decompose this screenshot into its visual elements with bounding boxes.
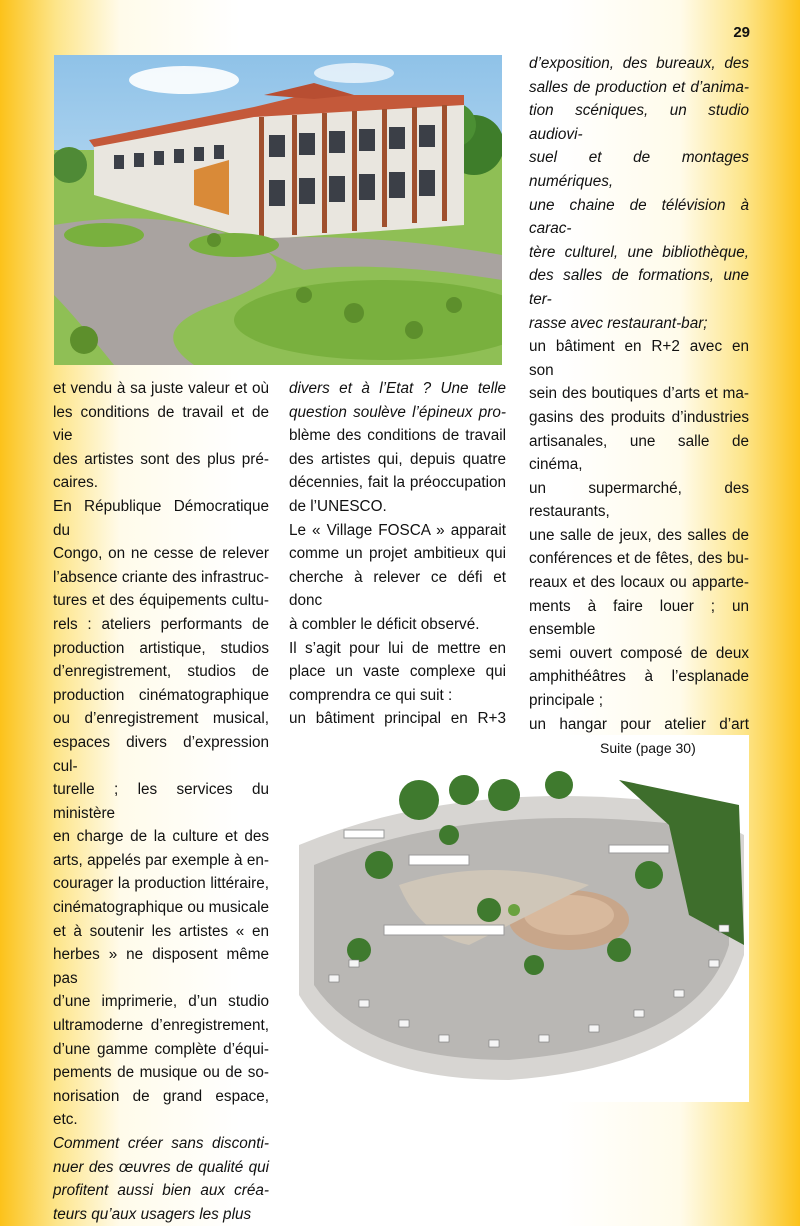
paragraph-line: nuer des œuvres de qualité qui xyxy=(53,1158,269,1176)
paragraph-line: salles de production et d’anima- xyxy=(529,78,749,96)
paragraph-line: amphithéâtres à l’esplanade xyxy=(529,668,749,686)
paragraph-line: courager la production littéraire, xyxy=(53,875,269,893)
paragraph-line: divers et à l’Etat ? Une telle xyxy=(289,380,506,397)
paragraph-line: un bâtiment principal en R+3 xyxy=(289,710,506,728)
paragraph-line: teurs qu’aux usagers les plus xyxy=(53,1205,252,1223)
paragraph-line: des salles de formations, une ter- xyxy=(529,267,749,308)
paragraph-line: et vendu à sa juste valeur et où xyxy=(53,380,269,397)
paragraph-line: d’exposition, des bureaux, des xyxy=(529,55,749,72)
paragraph-line: artisanales, une salle de cinéma, xyxy=(529,432,749,474)
paragraph-line: et à soutenir les artistes « en xyxy=(53,922,269,940)
paragraph-line: une chaine de télévision à carac- xyxy=(529,196,749,238)
paragraph-line: Le « Village FOSCA » apparait xyxy=(289,521,506,539)
paragraph-line: production artistique, studios xyxy=(53,639,269,657)
paragraph-line: cherche à relever ce défi et donc xyxy=(289,568,506,610)
paragraph-line: pements de musique ou de so- xyxy=(53,1064,269,1082)
paragraph-line: un supermarché, des restaurants, xyxy=(529,479,749,521)
paragraph-line: principale ; xyxy=(529,692,603,710)
text-column-2 xyxy=(289,377,506,755)
paragraph-line: cinématographique ou musicale xyxy=(53,899,269,917)
paragraph-line: en charge de la culture et des xyxy=(53,828,269,846)
paragraph-line: d’une imprimerie, d’un studio xyxy=(53,993,269,1011)
paragraph-line: ou d’enregistrement musical, xyxy=(53,710,269,728)
paragraph-line: une salle de jeux, des salles de xyxy=(529,526,749,544)
paragraph-line: turelle ; les services du ministère xyxy=(53,781,269,822)
paragraph-line: comprendra ce qui suit : xyxy=(289,686,453,704)
paragraph-line: Il s’agit pour lui de mettre en xyxy=(289,639,506,657)
paragraph-line: un hangar pour atelier d’art xyxy=(529,715,749,733)
paragraph-line: production cinématographique xyxy=(53,686,269,704)
paragraph-line: comme un projet ambitieux qui xyxy=(289,545,506,563)
paragraph-line: caires. xyxy=(53,474,99,492)
paragraph-line: à combler le déficit observé. xyxy=(289,615,480,633)
paragraph-line: herbes » ne disposent même pas xyxy=(53,946,269,987)
paragraph-line: espaces divers d’expression cul- xyxy=(53,733,269,775)
paragraph-line: conférences et de fêtes, des bu- xyxy=(529,550,749,568)
paragraph-line: En République Démocratique du xyxy=(53,497,269,539)
paragraph-line: les conditions de travail et de vie xyxy=(53,403,269,445)
paragraph-line: norisation de grand espace, etc. xyxy=(53,1087,269,1129)
paragraph-line: des artistes qui, depuis quatre xyxy=(289,450,506,468)
paragraph-line: sein des boutiques d’arts et ma- xyxy=(529,385,749,403)
paragraph-line: Congo, on ne cesse de relever xyxy=(53,545,269,563)
continuation-caption: Suite (page 30) xyxy=(600,740,696,756)
paragraph-line: arts, appelés par exemple à en- xyxy=(53,851,269,869)
paragraph-line: un bâtiment en R+2 avec en son xyxy=(529,338,749,379)
paragraph-line: tère culturel, une bibliothèque, xyxy=(529,243,749,261)
paragraph-line: d’une gamme complète d’équi- xyxy=(53,1040,269,1058)
paragraph-line: décennies, fait la préoccupation xyxy=(289,474,506,492)
paragraph-line: l’absence criante des infrastruc- xyxy=(53,568,269,586)
paragraph-line: des artistes sont des plus pré- xyxy=(53,450,269,468)
paragraph-line: semi ouvert composé de deux xyxy=(529,644,749,662)
building-rendering-image xyxy=(54,55,502,365)
paragraph-line: gasins des produits d’industries xyxy=(529,408,749,426)
amphitheatre-rendering-image xyxy=(289,735,749,1102)
paragraph-line: reaux et des locaux ou apparte- xyxy=(529,574,749,592)
paragraph-line: tion scéniques, un studio audiovi- xyxy=(529,102,749,143)
text-column-1 xyxy=(53,377,269,1226)
paragraph-line: blème des conditions de travail xyxy=(289,427,506,445)
paragraph-line: rels : ateliers performants de xyxy=(53,615,269,633)
paragraph-line: suel et de montages numériques, xyxy=(529,149,749,190)
paragraph-line: rasse avec restaurant-bar; xyxy=(529,314,708,332)
paragraph-line: question soulève l’épineux pro- xyxy=(289,403,506,421)
paragraph-line: tures et des équipements cultu- xyxy=(53,592,269,610)
paragraph-line: ultramoderne d’enregistrement, xyxy=(53,1017,269,1035)
paragraph-line: de l’UNESCO. xyxy=(289,497,387,515)
paragraph-line: profitent aussi bien aux créa- xyxy=(53,1182,269,1200)
page-number: 29 xyxy=(733,24,750,41)
paragraph-line: Comment créer sans disconti- xyxy=(53,1135,269,1152)
paragraph-line: ments à faire louer ; un ensemble xyxy=(529,597,749,639)
paragraph-line: place un vaste complexe qui xyxy=(289,663,506,681)
paragraph-line: d’enregistrement, studios de xyxy=(53,663,269,681)
